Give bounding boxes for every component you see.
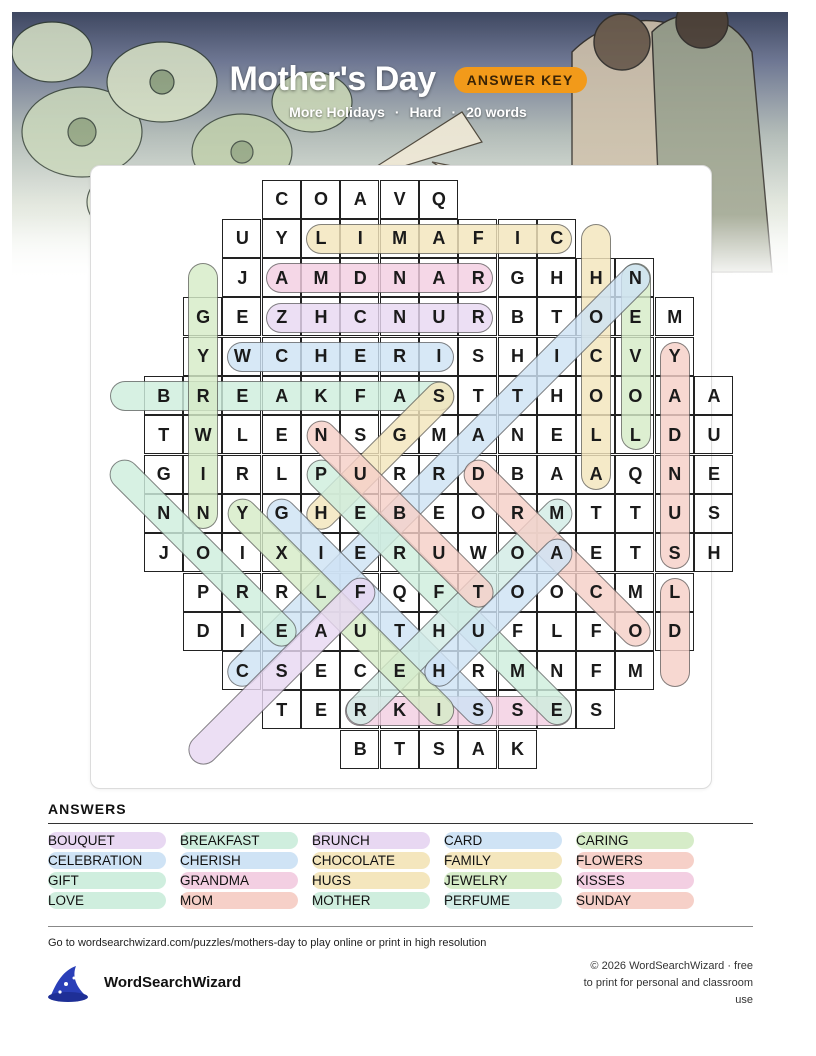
grid-letter: T [158,424,170,445]
grid-letter: R [235,582,249,602]
answer-word: FAMILY [444,852,562,869]
brand-name[interactable]: WordSearchWizard [104,974,242,991]
grid-letter: T [472,385,484,406]
grid-letter: H [511,346,524,367]
grid-letter: M [313,267,329,288]
grid-letter: R [432,464,446,485]
grid-letter: E [314,699,327,720]
answer-word: CARD [444,832,562,849]
answer-word: CHERISH [180,852,298,869]
grid-letter: O [628,621,643,642]
grid-letter: U [353,464,367,485]
grid-letter: C [235,660,249,681]
grid-letter: U [471,621,485,642]
grid-letter: E [432,503,445,524]
grid-letter: A [471,424,485,445]
page-title: Mother's Day [229,60,436,98]
grid-letter: V [393,189,406,209]
answer-key-badge: ANSWER KEY [454,67,587,93]
grid-letter: S [432,385,445,406]
grid-letter: T [472,582,484,602]
grid-letter: T [629,503,641,524]
grid-letter: R [471,660,485,681]
grid-letter: N [511,424,524,445]
grid-letter: T [629,542,641,563]
grid-letter: T [394,739,406,760]
grid-letter: E [707,464,720,485]
grid-letter: R [196,385,210,406]
grid-letter: P [314,464,327,485]
grid-letter: E [393,660,406,681]
category-link[interactable]: More Holidays [289,104,385,120]
grid-letter: O [471,503,486,524]
grid-letter: C [353,660,367,681]
grid-letter: C [353,306,367,327]
grid-letter: L [551,621,563,642]
grid-letter: O [589,306,604,327]
divider [48,926,753,927]
grid-letter: R [471,267,485,288]
grid-letter: N [157,503,171,524]
divider [48,823,753,824]
grid-letter: E [236,306,249,327]
grid-letter: S [590,699,603,720]
grid-letter: F [590,621,602,642]
grid-letter: G [156,464,171,485]
grid-letter: G [510,267,525,288]
grid-letter: C [275,189,289,209]
grid-letter: A [393,385,407,406]
answer-word: SUNDAY [576,892,694,909]
grid-letter: K [393,699,407,720]
grid-letter: I [200,464,206,485]
grid-letter: S [432,739,445,760]
answer-word: LOVE [48,892,166,909]
grid-letter: T [512,385,523,406]
grid-letter: E [354,346,367,367]
grid-letter: F [433,582,445,602]
grid-letter: B [393,503,407,524]
grid-letter: L [669,582,681,602]
puzzle-meta: More Holidays · Hard · 20 words [289,104,527,120]
grid-letter: K [511,739,524,760]
grid-letter: A [668,385,682,406]
grid-letter: W [233,346,251,367]
grid-letter: E [275,621,288,642]
grid-letter: C [550,228,564,249]
grid-letter: S [472,699,485,720]
grid-letter: R [275,582,289,602]
grid-letter: B [157,385,171,406]
grid-letter: V [629,346,642,367]
grid-letter: I [554,346,560,367]
answer-word: CELEBRATION [48,852,166,869]
grid-letter: X [275,542,288,563]
grid-letter: R [393,346,407,367]
grid-letter: O [549,582,564,602]
grid-letter: M [627,582,643,602]
grid-letter: Z [276,306,288,327]
grid-letter: S [511,699,524,720]
grid-letter: N [393,306,407,327]
grid-letter: G [274,503,289,524]
grid-letter: I [436,699,442,720]
grid-letter: E [354,503,367,524]
grid-letter: H [550,267,564,288]
grid-letter: J [158,542,169,563]
grid-letter: P [197,582,210,602]
grid-letter: L [629,424,641,445]
grid-letter: F [354,582,366,602]
grid-letter: A [707,385,721,406]
grid-letter: U [668,503,682,524]
grid-letter: F [590,660,602,681]
grid-letter: I [514,228,520,249]
grid-letter: U [353,621,367,642]
grid-letter: S [668,542,681,563]
grid-letter: E [354,542,367,563]
grid-letter: C [589,346,603,367]
grid-letter: F [472,228,484,249]
grid-letter: N [668,464,682,485]
grid-letter: Q [628,464,643,485]
grid-letter: I [318,542,324,563]
grid-letter: T [590,503,602,524]
grid-letter: U [432,306,446,327]
grid-letter: N [550,660,564,681]
grid-letter: I [239,542,245,563]
grid-letter: U [235,228,249,249]
grid-letter: C [275,346,289,367]
grid-letter: G [392,424,407,445]
grid-letter: N [196,503,210,524]
grid-letter: H [550,385,564,406]
grid-letter: H [589,267,603,288]
grid-letter: A [275,267,289,288]
grid-letter: R [235,464,249,485]
grid-letter: S [472,346,485,367]
grid-letter: O [589,385,604,406]
grid-letter: I [436,346,442,367]
footer-url-text: Go to wordsearchwizard.com/puzzles/mothers-day to play online or print in high resolution [48,937,487,949]
grid-letter: E [550,699,563,720]
grid-letter: A [550,542,564,563]
grid-letter: L [276,464,288,485]
grid-letter: I [239,621,245,642]
answer-word: FLOWERS [576,852,694,869]
grid-letter: M [392,228,408,249]
grid-letter: R [353,699,367,720]
grid-letter: R [511,503,524,524]
copyright-text: © 2026 WordSearchWizard · free to print for personal and classroom use [583,960,753,1006]
grid-letter: F [512,621,523,642]
answer-word: JEWELRY [444,872,562,889]
grid-letter: C [589,582,603,602]
grid-letter: D [353,267,367,288]
grid-letter: N [314,424,328,445]
grid-letter: A [275,385,289,406]
grid-letter: Q [431,189,446,209]
grid-letter: W [194,424,212,445]
grid-letter: L [315,582,327,602]
grid-letter: E [236,385,249,406]
grid-letter: M [627,660,643,681]
grid-letter: M [667,306,683,327]
grid-letter: F [354,385,366,406]
grid-letter: N [393,267,407,288]
grid-letter: Y [668,346,681,367]
wizard-hat-icon [46,964,92,1004]
answer-word: KISSES [576,872,694,889]
grid-letter: D [668,424,682,445]
grid-letter: E [590,542,603,563]
grid-letter: E [629,306,642,327]
answer-word: CARING [576,832,694,849]
grid-letter: H [707,542,721,563]
grid-letter: H [314,503,328,524]
grid-letter: H [314,306,328,327]
grid-letter: H [432,660,446,681]
grid-letter: S [275,660,288,681]
grid-letter: T [551,306,563,327]
grid-letter: D [471,464,485,485]
answer-word: HUGS [312,872,430,889]
grid-letter: M [549,503,565,524]
grid-letter: E [275,424,288,445]
grid-letter: T [276,699,288,720]
grid-letter: M [431,424,447,445]
grid-letter: A [432,228,446,249]
grid-letter: H [314,346,328,367]
grid-letter: B [511,306,524,327]
grid-letter: Y [236,503,249,524]
grid-letter: A [314,621,328,642]
grid-letter: A [432,267,446,288]
grid-letter: L [236,424,248,445]
grid-letter: A [471,739,485,760]
grid-letter: E [314,660,327,681]
answer-word: CHOCOLATE [312,852,430,869]
grid-letter: G [196,306,211,327]
grid-letter: U [707,424,721,445]
grid-letter: L [315,228,327,249]
grid-letter: H [432,621,446,642]
grid-letter: L [590,424,602,445]
grid-letter: R [471,306,485,327]
grid-letter: Y [275,228,288,249]
grid-letter: Q [392,582,407,602]
grid-letter: N [628,267,642,288]
grid-letter: R [393,542,407,563]
grid-letter: D [196,621,210,642]
grid-letter: D [668,621,682,642]
answer-word: MOM [180,892,298,909]
answer-word: BOUQUET [48,832,166,849]
grid-letter: O [510,542,525,563]
grid-letter: E [550,424,563,445]
word-count: 20 words [466,104,527,120]
grid-letter: O [510,582,525,602]
answer-word: GRANDMA [180,872,298,889]
answer-word: MOTHER [312,892,430,909]
grid-letter: B [511,464,524,485]
grid-letter: B [353,739,367,760]
answers-heading: ANSWERS [48,801,127,817]
grid-letter: K [314,385,328,406]
grid-letter: J [237,267,248,288]
grid-letter: W [469,542,487,563]
grid-letter: S [354,424,367,445]
grid-letter: Y [197,346,210,367]
grid-letter: A [353,189,367,209]
answer-word: GIFT [48,872,166,889]
grid-letter: O [628,385,643,406]
grid-letter: I [357,228,363,249]
grid-letter: A [550,464,564,485]
answer-word: PERFUME [444,892,562,909]
difficulty-label: Hard [409,104,442,120]
grid-letter: T [394,621,406,642]
grid-letter: O [313,189,328,209]
grid-letter: M [510,660,525,681]
grid-letter: O [196,542,211,563]
grid-letter: A [589,464,603,485]
answer-word: BREAKFAST [180,832,298,849]
grid-letter: S [707,503,720,524]
grid-letter: R [393,464,407,485]
grid-letter: U [432,542,446,563]
answer-word: BRUNCH [312,832,430,849]
